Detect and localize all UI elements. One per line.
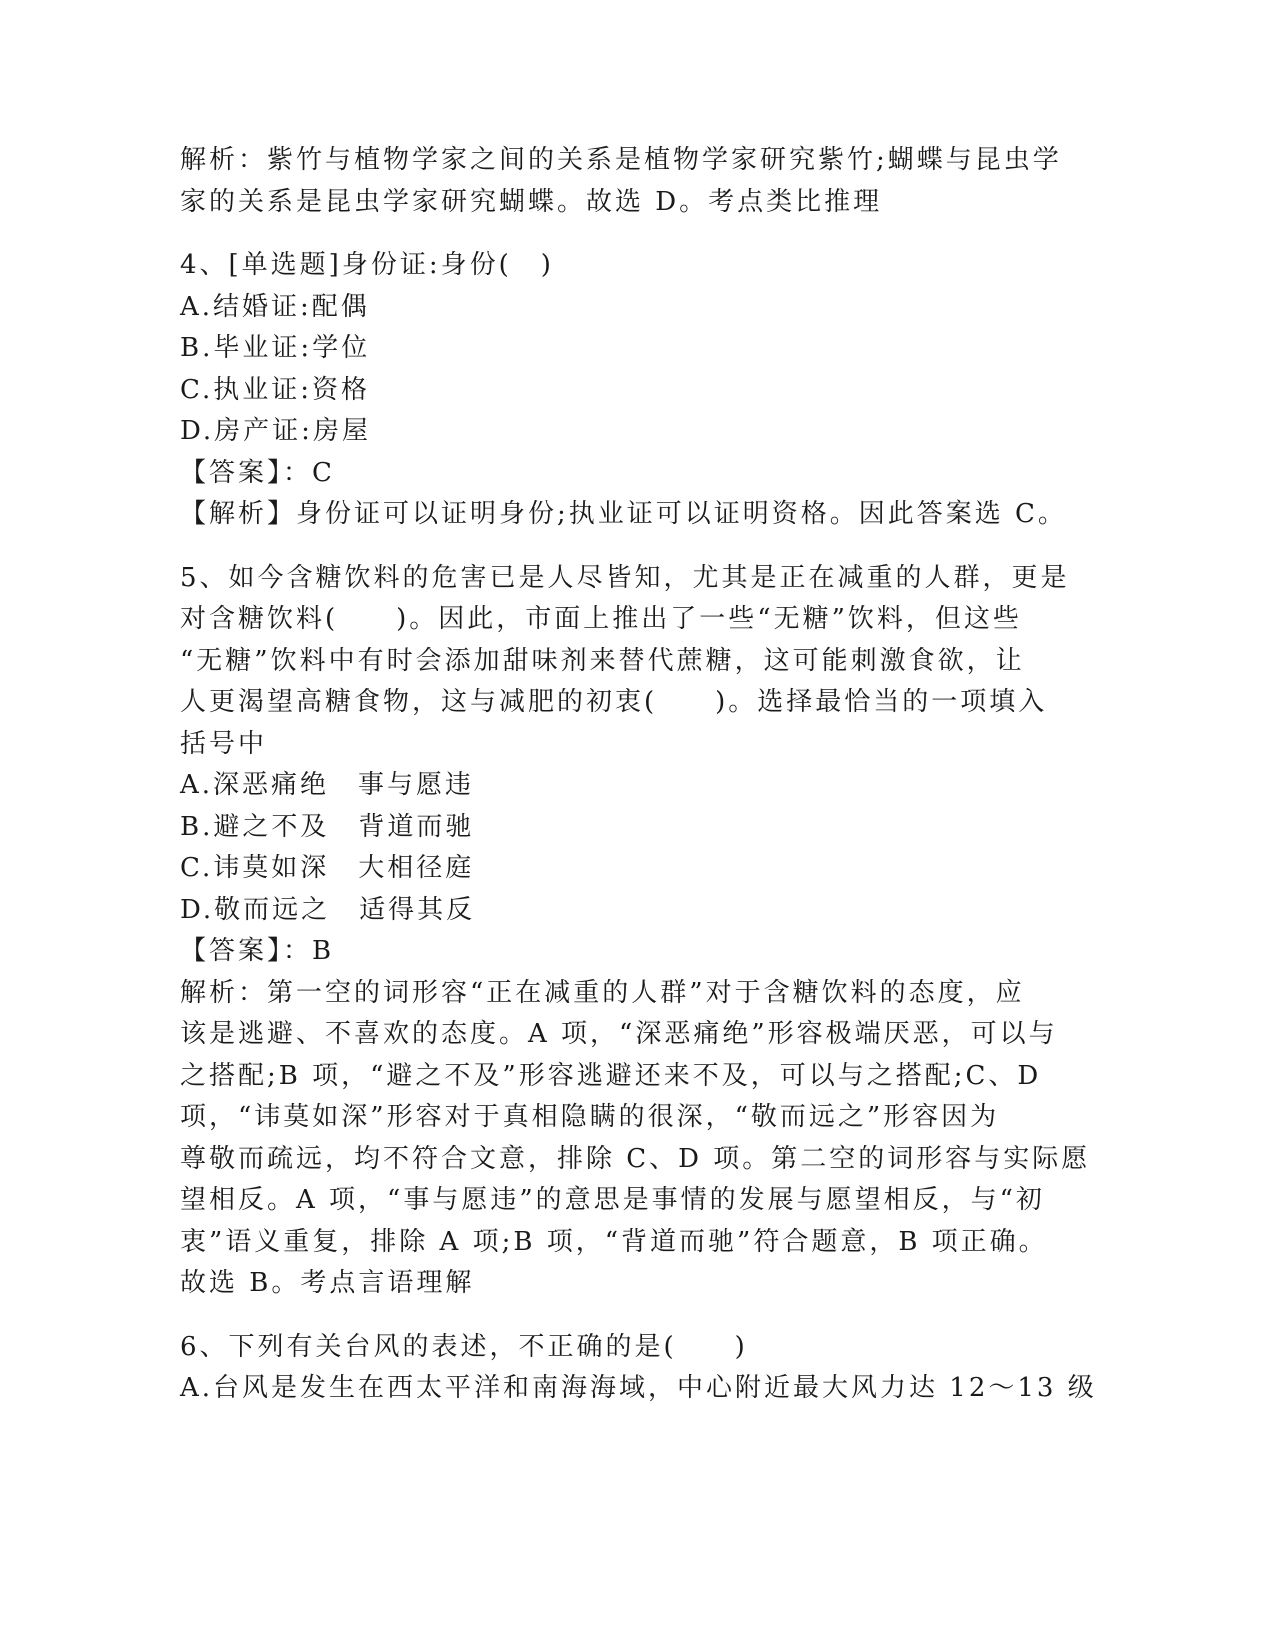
explanation-line: 尊敬而疏远，均不符合文意，排除 C、D 项。第二空的词形容与实际愿	[180, 1143, 1091, 1174]
explanation-line: 家的关系是昆虫学家研究蝴蝶。故选 D。考点类比推理	[180, 186, 883, 217]
answer-line: 【答案】：C	[180, 457, 335, 488]
explanation-line: 解析：第一空的词形容“正在减重的人群”对于含糖饮料的态度，应	[180, 977, 1025, 1008]
question-text: “无糖”饮料中有时会添加甜味剂来替代蔗糖，这可能刺激食欲，让	[180, 645, 1025, 676]
question-3-explanation	[180, 140, 1060, 223]
explanation-line: 项，“讳莫如深”形容对于真相隐瞒的很深，“敬而远之”形容因为	[180, 1102, 1000, 1132]
explanation-line: 该是逃避、不喜欢的态度。A 项，“深恶痛绝”形容极端厌恶，可以与	[180, 1019, 1058, 1049]
explanation-line: 衷”语义重复，排除 A 项;B 项，“背道而驰”符合题意，B 项正确。	[180, 1226, 1048, 1257]
question-text: 人更渴望高糖食物，这与减肥的初衷( )。选择最恰当的一项填入	[180, 687, 1048, 717]
explanation-line: 【解析】身份证可以证明身份;执业证可以证明资格。因此答案选 C。	[180, 499, 1067, 529]
option-b: B.毕业证:学位	[180, 333, 371, 363]
explanation-line: 之搭配;B 项，“避之不及”形容逃避还来不及，可以与之搭配;C、D	[180, 1060, 1042, 1091]
explanation-line: 望相反。A 项，“事与愿违”的意思是事情的发展与愿望相反，与“初	[180, 1185, 1045, 1215]
explanation-line: 解析：紫竹与植物学家之间的关系是植物学家研究紫竹;蝴蝶与昆虫学	[180, 145, 1062, 175]
document-page	[180, 140, 1097, 1410]
question-text: 6、下列有关台风的表述，不正确的是( )	[180, 1331, 748, 1362]
option-a: A.深恶痛绝 事与愿违	[180, 770, 475, 800]
option-d: D.房产证:房屋	[180, 416, 371, 446]
option-a: A.结婚证:配偶	[180, 291, 370, 322]
option-b: B.避之不及 背道而驰	[180, 811, 475, 842]
question-6	[180, 1327, 1097, 1410]
question-text: 对含糖饮料( )。因此，市面上推出了一些“无糖”饮料，但这些	[180, 604, 1022, 634]
option-c: C.执业证:资格	[180, 374, 370, 405]
question-5	[180, 558, 1091, 1305]
explanation-line: 故选 B。考点言语理解	[180, 1268, 475, 1298]
question-4	[180, 245, 1067, 536]
option-d: D.敬而远之 适得其反	[180, 894, 476, 925]
answer-line: 【答案】：B	[180, 936, 335, 966]
question-text: 5、如今含糖饮料的危害已是人尽皆知，尤其是正在减重的人群，更是	[180, 562, 1070, 593]
option-a: A.台风是发生在西太平洋和南海海域，中心附近最大风力达 12～13 级	[180, 1373, 1097, 1403]
option-c: C.讳莫如深 大相径庭	[180, 853, 475, 883]
question-text: 4、[单选题]身份证:身份( )	[180, 250, 554, 280]
question-text: 括号中	[180, 728, 268, 759]
